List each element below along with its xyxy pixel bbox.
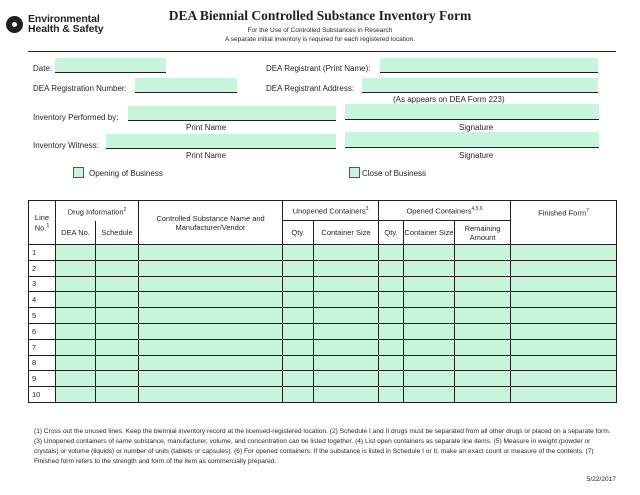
registrant-address-label: DEA Registrant Address: <box>266 84 355 93</box>
table-row <box>29 260 617 276</box>
table-input-cell[interactable] <box>283 371 314 387</box>
close-of-business-checkbox[interactable] <box>349 167 360 178</box>
table-input-cell[interactable] <box>283 260 314 276</box>
table-row <box>29 339 617 355</box>
table-input-cell[interactable] <box>404 387 455 403</box>
table-input-cell[interactable] <box>455 339 511 355</box>
address-note: (As appears on DEA Form 223) <box>393 95 505 104</box>
inventory-table-body <box>29 245 617 403</box>
opening-of-business-checkbox[interactable] <box>73 167 84 178</box>
line-number-cell: 1 <box>29 245 56 261</box>
table-input-cell[interactable] <box>511 260 617 276</box>
table-input-cell[interactable] <box>379 292 404 308</box>
table-input-cell[interactable] <box>314 371 379 387</box>
table-input-cell[interactable] <box>511 323 617 339</box>
table-input-cell[interactable] <box>379 339 404 355</box>
registration-number-label: DEA Registration Number: <box>33 84 127 93</box>
table-input-cell[interactable] <box>511 339 617 355</box>
table-row <box>29 387 617 403</box>
performed-by-name-field[interactable] <box>128 106 336 121</box>
table-input-cell[interactable] <box>511 387 617 403</box>
table-input-cell[interactable] <box>139 276 283 292</box>
table-input-cell[interactable] <box>139 308 283 324</box>
line-number-cell: 3 <box>29 276 56 292</box>
table-input-cell[interactable] <box>96 355 139 371</box>
table-input-cell[interactable] <box>139 260 283 276</box>
registration-number-field[interactable] <box>135 78 237 93</box>
performed-by-signature-caption: Signature <box>459 123 494 132</box>
table-input-cell[interactable] <box>379 387 404 403</box>
table-input-cell[interactable] <box>139 355 283 371</box>
table-input-cell[interactable] <box>404 371 455 387</box>
table-input-cell[interactable] <box>511 292 617 308</box>
table-input-cell[interactable] <box>283 308 314 324</box>
table-input-cell[interactable] <box>56 292 96 308</box>
inventory-table <box>28 200 617 403</box>
table-input-cell[interactable] <box>314 387 379 403</box>
line-number-cell: 8 <box>29 355 56 371</box>
performed-by-print-name-caption: Print Name <box>186 123 227 132</box>
table-input-cell[interactable] <box>455 387 511 403</box>
table-input-cell[interactable] <box>96 339 139 355</box>
table-input-cell[interactable] <box>56 245 96 261</box>
header-divider <box>28 51 616 52</box>
table-input-cell[interactable] <box>455 292 511 308</box>
line-number-cell: 7 <box>29 339 56 355</box>
table-input-cell[interactable] <box>379 371 404 387</box>
table-input-cell[interactable] <box>56 355 96 371</box>
table-input-cell[interactable] <box>404 339 455 355</box>
unopened-qty-header: Qty. <box>283 221 314 245</box>
table-input-cell[interactable] <box>455 276 511 292</box>
table-input-cell[interactable] <box>404 355 455 371</box>
witness-name-field[interactable] <box>106 134 336 149</box>
table-row <box>29 323 617 339</box>
ehs-logo-text: Environmental Health & Safety <box>28 13 104 35</box>
table-input-cell[interactable] <box>96 276 139 292</box>
line-number-cell: 5 <box>29 308 56 324</box>
table-input-cell[interactable] <box>379 260 404 276</box>
table-input-cell[interactable] <box>404 292 455 308</box>
table-input-cell[interactable] <box>379 308 404 324</box>
table-input-cell[interactable] <box>283 355 314 371</box>
witness-print-name-caption: Print Name <box>186 151 227 160</box>
line-number-cell: 6 <box>29 323 56 339</box>
table-input-cell[interactable] <box>314 308 379 324</box>
line-number-cell: 9 <box>29 371 56 387</box>
table-input-cell[interactable] <box>96 308 139 324</box>
table-row <box>29 308 617 324</box>
table-input-cell[interactable] <box>314 276 379 292</box>
table-input-cell[interactable] <box>96 260 139 276</box>
table-input-cell[interactable] <box>379 276 404 292</box>
table-input-cell[interactable] <box>139 245 283 261</box>
form-subtitle-1: For the Use of Controlled Substances in Research <box>247 27 393 34</box>
table-input-cell[interactable] <box>455 371 511 387</box>
date-field[interactable] <box>55 58 166 73</box>
opening-of-business-label: Opening of Business <box>89 169 163 178</box>
form-subtitle-2: A separate initial inventory is required for each registered location. <box>224 36 416 43</box>
substance-name-header: Controlled Substance Name and Manufacturer/Vendor <box>139 201 283 245</box>
table-row <box>29 276 617 292</box>
table-input-cell[interactable] <box>56 387 96 403</box>
line-number-cell: 2 <box>29 260 56 276</box>
table-input-cell[interactable] <box>455 308 511 324</box>
table-input-cell[interactable] <box>314 260 379 276</box>
line-no-header: Line No.$^1$ <box>29 201 56 245</box>
table-input-cell[interactable] <box>56 371 96 387</box>
dea-no-header: DEA No. <box>56 221 96 245</box>
witness-label: Inventory Witness: <box>33 141 99 150</box>
table-input-cell[interactable] <box>96 323 139 339</box>
performed-by-signature-field[interactable] <box>345 104 599 120</box>
table-input-cell[interactable] <box>56 339 96 355</box>
table-input-cell[interactable] <box>56 323 96 339</box>
registrant-name-field[interactable] <box>380 58 598 73</box>
table-input-cell[interactable] <box>314 323 379 339</box>
table-input-cell[interactable] <box>511 371 617 387</box>
drug-info-header: Drug Information$^2$ <box>56 201 139 221</box>
table-input-cell[interactable] <box>139 292 283 308</box>
table-input-cell[interactable] <box>404 323 455 339</box>
table-input-cell[interactable] <box>379 323 404 339</box>
table-input-cell[interactable] <box>96 371 139 387</box>
table-input-cell[interactable] <box>283 323 314 339</box>
table-input-cell[interactable] <box>404 260 455 276</box>
opened-container-size-header: Container Size <box>404 221 455 245</box>
table-input-cell[interactable] <box>455 323 511 339</box>
witness-signature-caption: Signature <box>459 151 494 160</box>
table-input-cell[interactable] <box>139 387 283 403</box>
finished-form-header: Finished Form$^7$ <box>511 201 617 245</box>
registrant-label: DEA Registrant (Print Name): <box>266 64 371 73</box>
table-row <box>29 245 617 261</box>
close-of-business-label: Close of Business <box>362 169 427 178</box>
form-title: DEA Biennial Controlled Substance Inventory Form <box>168 8 472 23</box>
table-input-cell[interactable] <box>379 245 404 261</box>
table-input-cell[interactable] <box>404 308 455 324</box>
table-input-cell[interactable] <box>404 276 455 292</box>
table-input-cell[interactable] <box>314 355 379 371</box>
line-number-cell: 10 <box>29 387 56 403</box>
table-input-cell[interactable] <box>404 245 455 261</box>
table-input-cell[interactable] <box>455 260 511 276</box>
table-input-cell[interactable] <box>511 276 617 292</box>
table-input-cell[interactable] <box>314 292 379 308</box>
table-input-cell[interactable] <box>455 245 511 261</box>
revision-date: 5/22/2017 <box>586 476 616 483</box>
table-input-cell[interactable] <box>139 371 283 387</box>
table-input-cell[interactable] <box>56 276 96 292</box>
table-input-cell[interactable] <box>96 292 139 308</box>
unopened-container-size-header: Container Size <box>314 221 379 245</box>
performed-by-label: Inventory Performed by: <box>33 113 119 122</box>
table-input-cell[interactable] <box>314 245 379 261</box>
table-row <box>29 371 617 387</box>
table-input-cell[interactable] <box>455 355 511 371</box>
table-input-cell[interactable] <box>314 339 379 355</box>
table-input-cell[interactable] <box>96 387 139 403</box>
date-label: Date: <box>33 64 53 73</box>
unopened-containers-header: Unopened Containers$^3$ <box>283 201 379 221</box>
line-number-cell: 4 <box>29 292 56 308</box>
table-input-cell[interactable] <box>511 308 617 324</box>
table-input-cell[interactable] <box>96 245 139 261</box>
schedule-header: Schedule <box>96 221 139 245</box>
table-input-cell[interactable] <box>283 245 314 261</box>
table-input-cell[interactable] <box>56 308 96 324</box>
table-row <box>29 292 617 308</box>
footnotes: (1) Cross out the unused lines. Keep the biennial inventory record at the licensed-registered location. (2) Schedule I and II drugs must be separated from all other drugs or placed on a separate form. (3) Unopened containers of same substance, manufacturer, volume, and concentration can be listed together. (4) List open containers as separate line items. (5) Measure in weight (powder or crystals) or volume (liquids) or number of units (tablets or capsules). (6) For opened containers: If the substance is listed in Schedule I or II, make an exact count or measure of the contents. (7) Finished form refers to the strength and form of the item as commercially prepared. <box>34 428 611 465</box>
table-input-cell[interactable] <box>139 339 283 355</box>
table-input-cell[interactable] <box>283 292 314 308</box>
table-input-cell[interactable] <box>283 339 314 355</box>
opened-containers-header: Opened Containers$^{4,5,6}$ <box>379 201 511 221</box>
table-input-cell[interactable] <box>283 387 314 403</box>
witness-signature-field[interactable] <box>345 132 599 148</box>
table-input-cell[interactable] <box>511 355 617 371</box>
table-input-cell[interactable] <box>511 245 617 261</box>
table-header-row-1 <box>29 201 617 221</box>
registrant-address-field[interactable] <box>362 78 598 93</box>
table-input-cell[interactable] <box>56 260 96 276</box>
table-input-cell[interactable] <box>139 323 283 339</box>
remaining-amount-header: Remaining Amount <box>455 221 511 245</box>
table-input-cell[interactable] <box>283 276 314 292</box>
opened-qty-header: Qty. <box>379 221 404 245</box>
table-input-cell[interactable] <box>379 355 404 371</box>
table-row <box>29 355 617 371</box>
